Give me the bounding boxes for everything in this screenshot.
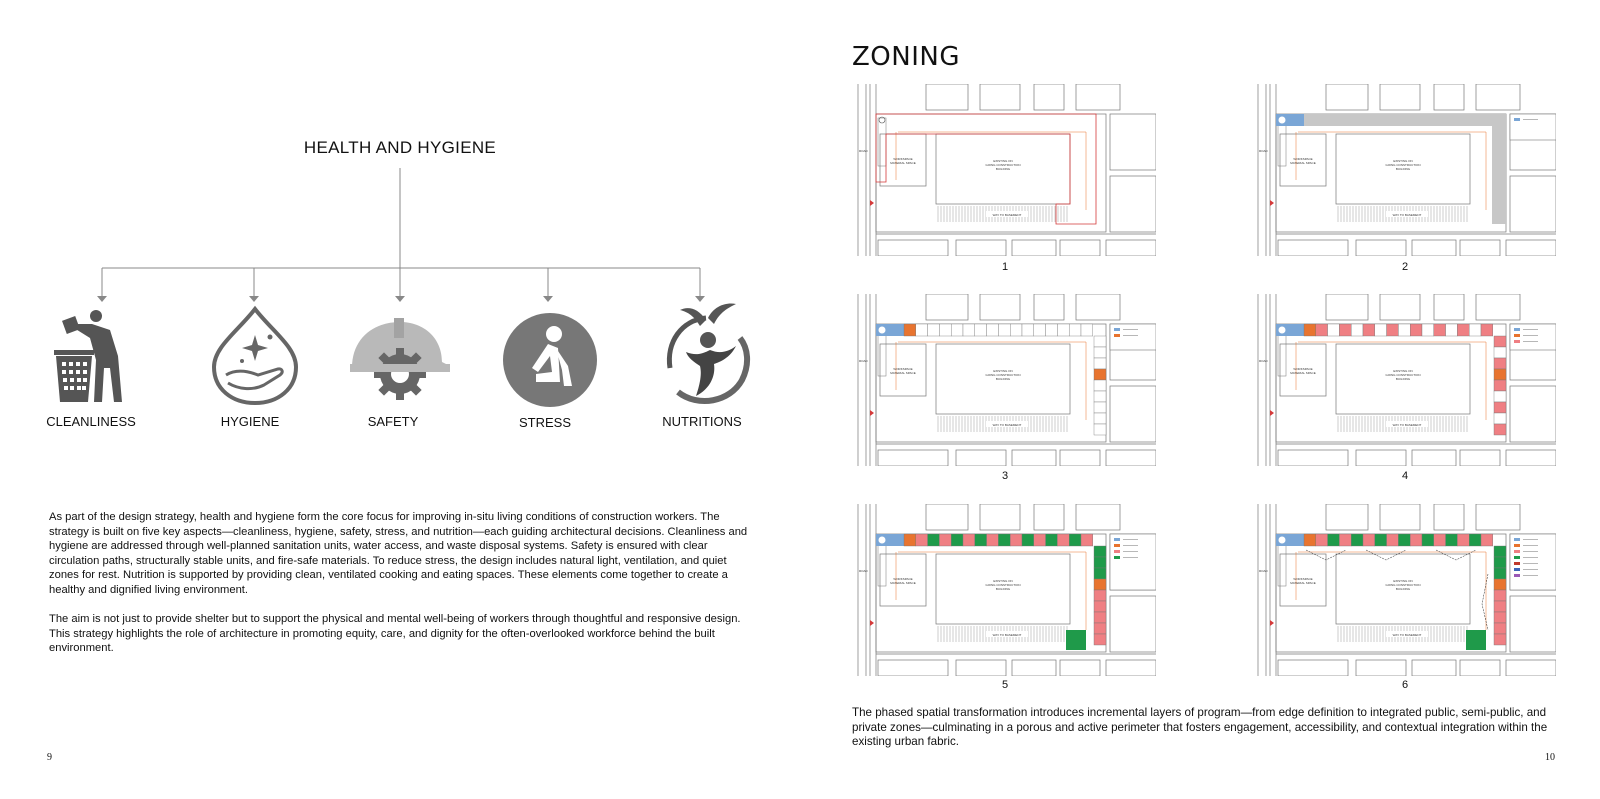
paragraph-2: The aim is not just to provide shelter but to support the physical and mental well-being of workers through thoughtful and responsive design. This strategy highlights the role of architecture in promoting equity, care, and dignity for the often-overlooked workforce behind the built environment. (49, 613, 741, 655)
stressed-person-icon (502, 312, 598, 408)
svg-text:WORKSPACE: WORKSPACE (893, 367, 913, 371)
plan-number-6: 6 (1401, 679, 1409, 691)
trash-bin-person-icon (52, 310, 132, 410)
svg-text:EXISTING ON: EXISTING ON (993, 369, 1013, 373)
svg-text:EXISTING ON: EXISTING ON (1393, 579, 1413, 583)
diagram-title: HEALTH AND HYGIENE (303, 138, 497, 157)
svg-text:WORKSPACE: WORKSPACE (1293, 367, 1313, 371)
svg-text:MATERIAL SPACE: MATERIAL SPACE (1290, 161, 1316, 165)
droplet-hand-icon (208, 305, 303, 405)
svg-text:EXISTING ON: EXISTING ON (993, 159, 1013, 163)
svg-text:WORKSPACE: WORKSPACE (893, 157, 913, 161)
person-leaf-icon (658, 298, 753, 410)
site-plan-3 (856, 294, 1156, 466)
page-number-left: 9 (47, 752, 52, 763)
svg-text:BUILDING: BUILDING (1395, 167, 1411, 171)
svg-text:MATERIAL SPACE: MATERIAL SPACE (890, 161, 916, 165)
plan-number-1: 1 (1001, 261, 1009, 273)
aspect-label-safety: SAFETY (367, 414, 419, 429)
svg-text:MATERIAL SPACE: MATERIAL SPACE (1290, 581, 1316, 585)
svg-text:EXISTING ON: EXISTING ON (993, 579, 1013, 583)
svg-text:BUILDING: BUILDING (995, 377, 1011, 381)
svg-text:ROAD: ROAD (1259, 359, 1268, 363)
svg-text:ROAD: ROAD (1259, 569, 1268, 573)
plan-number-3: 3 (1001, 470, 1009, 482)
svg-text:WORKSPACE: WORKSPACE (1293, 157, 1313, 161)
site-plan-4 (1256, 294, 1556, 466)
svg-text:ROAD: ROAD (1259, 149, 1268, 153)
svg-text:ROAD: ROAD (859, 359, 868, 363)
svg-text:WAY TO BASEMENT: WAY TO BASEMENT (992, 423, 1022, 427)
site-plan-2 (1256, 84, 1556, 256)
plan-number-2: 2 (1401, 261, 1409, 273)
svg-text:EXISTING ON: EXISTING ON (1393, 369, 1413, 373)
hierarchy-connectors (0, 0, 800, 320)
svg-text:WAY TO BASEMENT: WAY TO BASEMENT (992, 213, 1022, 217)
svg-text:GOING CONSTRUCTION: GOING CONSTRUCTION (1385, 583, 1421, 587)
aspect-label-cleanliness: CLEANLINESS (46, 414, 136, 429)
svg-text:WORKSPACE: WORKSPACE (893, 577, 913, 581)
svg-text:EXISTING ON: EXISTING ON (1393, 159, 1413, 163)
aspect-label-nutritions: NUTRITIONS (662, 414, 742, 429)
page-number-right: 10 (1545, 752, 1555, 763)
site-plan-5 (856, 504, 1156, 676)
svg-text:BUILDING: BUILDING (995, 167, 1011, 171)
svg-text:ROAD: ROAD (859, 149, 868, 153)
svg-text:GOING CONSTRUCTION: GOING CONSTRUCTION (1385, 163, 1421, 167)
site-plan-6 (1256, 504, 1556, 676)
plan-number-5: 5 (1001, 679, 1009, 691)
svg-text:MATERIAL SPACE: MATERIAL SPACE (890, 581, 916, 585)
svg-text:WAY TO BASEMENT: WAY TO BASEMENT (992, 633, 1022, 637)
svg-text:WAY TO BASEMENT: WAY TO BASEMENT (1392, 213, 1422, 217)
page-title: ZONING (852, 42, 960, 72)
svg-text:GOING CONSTRUCTION: GOING CONSTRUCTION (985, 373, 1021, 377)
svg-text:ROAD: ROAD (859, 569, 868, 573)
gear-helmet-icon (344, 318, 454, 403)
svg-text:GOING CONSTRUCTION: GOING CONSTRUCTION (985, 163, 1021, 167)
svg-text:MATERIAL SPACE: MATERIAL SPACE (1290, 371, 1316, 375)
site-plan-1 (856, 84, 1156, 256)
aspect-label-stress: STRESS (518, 415, 571, 430)
svg-text:GOING CONSTRUCTION: GOING CONSTRUCTION (985, 583, 1021, 587)
svg-text:WAY TO BASEMENT: WAY TO BASEMENT (1392, 633, 1422, 637)
zoning-caption: The phased spatial transformation introduces incremental layers of program—from edge definition to integrated public, semi-public, and private zones—culminating in a porous and active perimeter that fosters engagement, accessibility, and contextual integration within the existing urban fabric. (852, 706, 1548, 748)
svg-text:BUILDING: BUILDING (1395, 587, 1411, 591)
svg-text:GOING CONSTRUCTION: GOING CONSTRUCTION (1385, 373, 1421, 377)
svg-text:WAY TO BASEMENT: WAY TO BASEMENT (1392, 423, 1422, 427)
aspect-label-hygiene: HYGIENE (220, 414, 280, 429)
paragraph-1: As part of the design strategy, health and hygiene form the core focus for improving in-situ living conditions of construction workers. The strategy is built on five key aspects—cleanliness, hygiene, safety, stress, and nutrition—each guiding architectural decisions. Cleanliness and hygiene are addressed through well-planned sanitation units, water access, and waste disposal systems. Safety is ensured with clear circulation paths, structurally stable units, and fire-safe materials. To reduce stress, the design includes natural light, ventilation, and quiet zones for rest. Nutrition is supported by providing clean, ventilated cooking and eating spaces. These elements come together to create a healthy and dignified living environment. (49, 511, 748, 596)
plan-number-4: 4 (1401, 470, 1409, 482)
svg-text:BUILDING: BUILDING (995, 587, 1011, 591)
svg-text:WORKSPACE: WORKSPACE (1293, 577, 1313, 581)
svg-text:BUILDING: BUILDING (1395, 377, 1411, 381)
svg-text:MATERIAL SPACE: MATERIAL SPACE (890, 371, 916, 375)
